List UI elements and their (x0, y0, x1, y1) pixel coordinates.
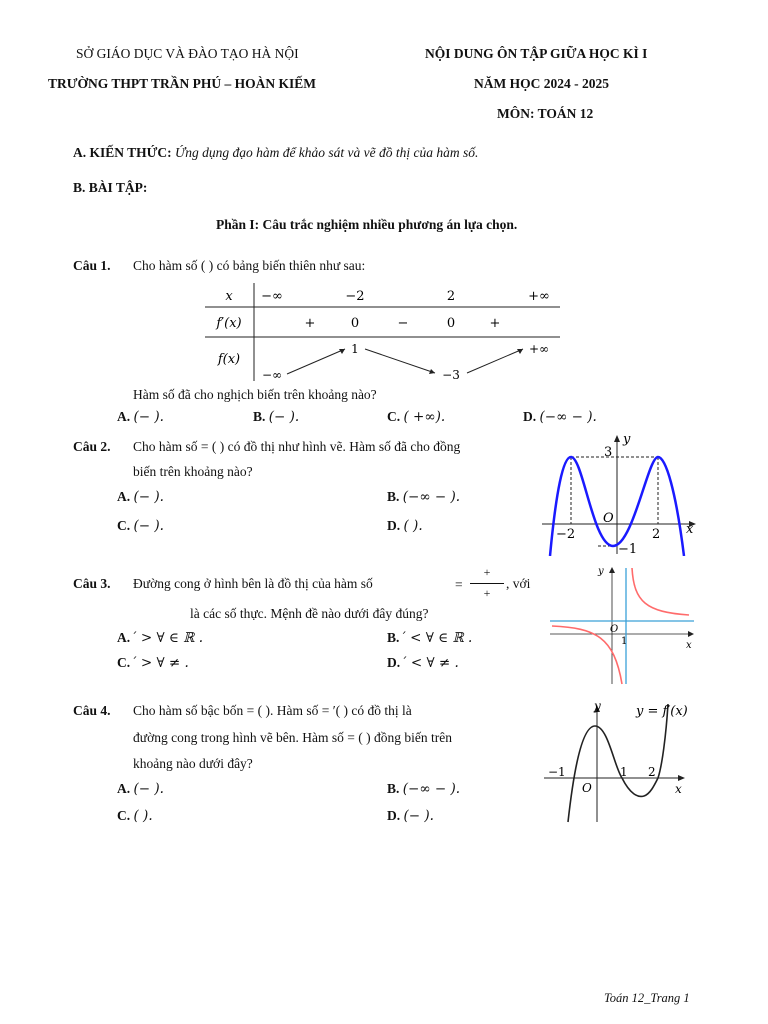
table-f-pos-inf: +∞ (528, 342, 550, 356)
q1-option-b[interactable]: B. (− ). (253, 409, 300, 425)
q3-stem-b: , với (506, 576, 531, 591)
q2-label: Câu 2. (73, 439, 111, 454)
q4-stem-line2: đường cong trong hình vẽ bên. Hàm số = ( ) đồng biến trên (133, 730, 453, 745)
table-arrow-up2 (467, 349, 523, 373)
q1-option-d[interactable]: D. (−∞ − ). (523, 409, 597, 425)
q3-stem-a: Đường cong ở hình bên là đồ thị của hàm số (133, 576, 373, 591)
q2-option-b[interactable]: B. (−∞ − ). (387, 489, 461, 505)
q2-option-d[interactable]: D. ( ). (387, 518, 423, 534)
q3-label-1: 1 (621, 636, 628, 647)
school-year: NĂM HỌC 2024 - 2025 (474, 76, 609, 91)
table-fprime-zero1: 0 (350, 316, 360, 331)
table-fprime-header: f′(x) (216, 316, 242, 331)
q1-stem: Cho hàm số ( ) có bảng biến thiên như sau: (133, 258, 366, 273)
table-f-neg-inf: −∞ (261, 368, 283, 382)
q3-graph (546, 562, 698, 686)
q4-graph (540, 696, 700, 826)
q4-label-neg1: −1 (548, 765, 566, 779)
q2-label-neg1: −1 (618, 542, 638, 556)
q2-option-c[interactable]: C. (− ). (117, 518, 164, 534)
table-fprime-zero2: 0 (446, 316, 456, 331)
table-x-neg-inf: −∞ (261, 289, 283, 304)
table-arrow-down (365, 349, 435, 373)
q2-origin: O (603, 511, 614, 526)
q3-x-label: x (686, 640, 692, 651)
q2-y-label: y (623, 432, 631, 447)
table-x-header: x (225, 289, 233, 304)
q4-label-2: 2 (648, 765, 656, 779)
q3-hyperbola-right (632, 568, 689, 615)
q1-option-a[interactable]: A. (− ). (117, 409, 164, 425)
q2-option-a[interactable]: A. (− ). (117, 489, 164, 505)
q3-fraction-den: + (483, 586, 491, 600)
q4-option-a[interactable]: A. (− ). (117, 781, 164, 797)
q4-label: Câu 4. (73, 703, 111, 718)
table-arrow-up1 (287, 349, 345, 374)
table-fprime-plus1: + (304, 316, 316, 331)
table-x-2: 2 (446, 289, 456, 304)
school-name: TRƯỜNG THPT TRẦN PHÚ – HOÀN KIẾM (48, 76, 317, 91)
q2-label-2: 2 (652, 527, 661, 542)
q4-stem-line3: khoảng nào dưới đây? (133, 756, 253, 771)
q2-x-label: x (686, 522, 694, 537)
q2-graph (538, 432, 700, 556)
table-f-min: −3 (442, 368, 460, 382)
q1-question: Hàm số đã cho nghịch biến trên khoảng nào? (133, 387, 377, 402)
q4-option-c[interactable]: C. ( ). (117, 808, 153, 824)
q3-stem-line2: là các số thực. Mệnh đề nào dưới đây đúng? (190, 606, 429, 621)
q3-origin: O (610, 624, 619, 635)
part1-title: Phần I: Câu trắc nghiệm nhiều phương án lựa chọn. (216, 217, 518, 232)
q3-equals: = (455, 577, 463, 592)
subject: MÔN: TOÁN 12 (497, 106, 594, 121)
q1-option-c[interactable]: C. ( +∞). (387, 409, 446, 425)
q2-stem-line1: Cho hàm số = ( ) có đồ thị như hình vẽ. Hàm số đã cho đồng (133, 439, 461, 454)
section-b-label: B. BÀI TẬP: (73, 180, 148, 195)
table-f-max: 1 (351, 342, 359, 356)
q3-y-label: y (598, 566, 604, 577)
q1-label: Câu 1. (73, 258, 111, 273)
q2-label-neg2: −2 (556, 527, 576, 542)
table-x-pos-inf: +∞ (528, 289, 550, 304)
department-name: SỞ GIÁO DỤC VÀ ĐÀO TẠO HÀ NỘI (76, 46, 299, 61)
q4-y-label: y (594, 699, 601, 713)
q4-curve (568, 704, 668, 822)
page-footer: Toán 12_Trang 1 (604, 991, 690, 1005)
q2-stem-line2: biến trên khoảng nào? (133, 464, 253, 479)
variation-table (205, 283, 561, 383)
section-a (73, 145, 478, 161)
q3-label: Câu 3. (73, 576, 111, 591)
document-title: NỘI DUNG ÔN TẬP GIỮA HỌC KÌ I (425, 46, 648, 61)
q3-option-a[interactable]: A. ′ > ∀ ∈ ℝ . (117, 630, 203, 646)
q4-graph-title: y = f′(x) (636, 704, 688, 719)
q4-x-label: x (675, 782, 682, 796)
table-x-minus2: −2 (345, 289, 365, 304)
q2-label-3: 3 (604, 445, 613, 460)
q3-option-d[interactable]: D. ′ < ∀ ≠ . (387, 655, 459, 671)
q3-fraction-num: + (483, 565, 491, 579)
q3-option-b[interactable]: B. ′ < ∀ ∈ ℝ . (387, 630, 473, 646)
table-fprime-minus: − (397, 316, 409, 331)
q3-fraction-bar (470, 583, 504, 584)
q4-option-b[interactable]: B. (−∞ − ). (387, 781, 461, 797)
table-f-header: f(x) (217, 352, 241, 367)
section-a-text: Ứng dụng đạo hàm để khảo sát và vẽ đồ thị của hàm số. (175, 145, 479, 160)
table-fprime-plus2: + (489, 316, 501, 331)
q3-option-c[interactable]: C. ′ > ∀ ≠ . (117, 655, 189, 671)
q4-label-1: 1 (620, 765, 628, 779)
q4-stem-line1: Cho hàm số bậc bốn = ( ). Hàm số = ′( ) có đồ thị là (133, 703, 412, 718)
q4-origin: O (582, 781, 592, 795)
section-a-label: A. KIẾN THỨC: (73, 145, 172, 160)
q4-option-d[interactable]: D. (− ). (387, 808, 434, 824)
